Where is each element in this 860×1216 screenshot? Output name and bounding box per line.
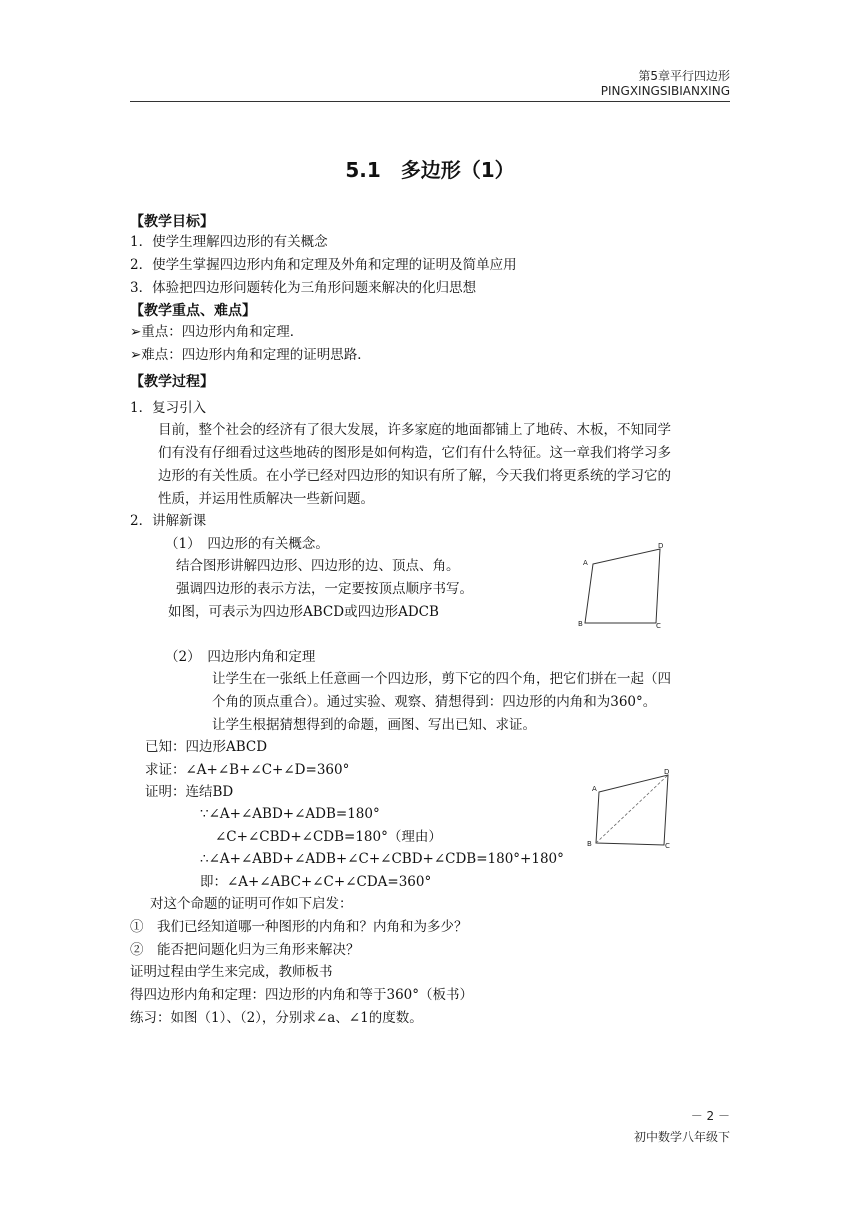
- vertex-label-b: B: [578, 620, 583, 628]
- quadrilateral-abcd: [585, 549, 660, 623]
- vertex-label-c: C: [656, 622, 661, 630]
- key-point-2: ➢难点：四边形内角和定理的证明思路．: [130, 347, 371, 363]
- page-number: － 2 －: [690, 1109, 730, 1123]
- hint-intro: 对这个命题的证明可作如下启发：: [150, 896, 353, 912]
- sub2-line-1: 让学生在一张纸上任意画一个四边形，剪下它的四个角，把它们拼在一起（四: [212, 671, 671, 687]
- header-chapter: 第5章平行四边形: [638, 69, 730, 83]
- hint-1: ① 我们已经知道哪一种图形的内角和？内角和为多少？: [130, 919, 468, 935]
- closing-line-3: 练习：如图（1）、（2），分别求∠a、∠1的度数。: [130, 1010, 423, 1026]
- vertex-label-b-2: B: [587, 840, 592, 848]
- quadrilateral-figure-2: [586, 766, 678, 850]
- vertex-label-d: D: [658, 542, 664, 550]
- sub2-title: （2） 四边形内角和定理: [165, 649, 316, 665]
- closing-line-1: 证明过程由学生来完成，教师板书: [130, 964, 333, 980]
- step1-title: 1．复习引入: [130, 400, 207, 416]
- vertex-label-c-2: C: [665, 842, 670, 850]
- header-pinyin: PINGXINGSIBIANXING: [600, 84, 730, 98]
- prove-line: 求证：∠A+∠B+∠C+∠D=360°: [145, 762, 350, 778]
- quadrilateral-figure-1: [578, 540, 668, 630]
- process-heading: 【教学过程】: [130, 374, 214, 390]
- sub2-line-2: 个角的顶点重合）。通过实验、观察、猜想得到：四边形的内角和为360°。: [212, 694, 657, 710]
- vertex-label-a-2: A: [592, 785, 597, 793]
- step1-line-3: 边形的有关性质。在小学已经对四边形的知识有所了解，今天我们将更系统的学习它的: [158, 468, 671, 484]
- step2-title: 2．讲解新课: [130, 513, 207, 529]
- header-rule: [130, 101, 730, 102]
- step1-line-2: 们有没有仔细看过这些地砖的图形是如何构造，它们有什么特征。这一章我们将学习多: [158, 445, 671, 461]
- goals-heading: 【教学目标】: [130, 214, 214, 230]
- given-line: 已知：四边形ABCD: [145, 739, 268, 755]
- page-title: 5.1 多边形（1）: [345, 158, 515, 182]
- sub1-title: （1） 四边形的有关概念。: [165, 536, 329, 552]
- proof-intro: 证明：连结BD: [145, 784, 234, 800]
- goal-item-2: 2．使学生掌握四边形内角和定理及外角和定理的证明及简单应用: [130, 257, 517, 273]
- proof-line-2: ∠C+∠CBD+∠CDB=180°（理由）: [215, 829, 442, 845]
- step1-line-4: 性质，并运用性质解决一些新问题。: [158, 491, 374, 507]
- key-point-1: ➢重点：四边形内角和定理．: [130, 324, 304, 340]
- proof-line-3: ∴∠A+∠ABD+∠ADB+∠C+∠CBD+∠CDB=180°+180°: [200, 851, 564, 867]
- goal-item-1: 1．使学生理解四边形的有关概念: [130, 234, 328, 250]
- sub1-line-3: 如图，可表示为四边形ABCD或四边形ADCB: [168, 604, 439, 620]
- step1-line-1: 目前，整个社会的经济有了很大发展，许多家庭的地面都铺上了地砖、木板，不知同学: [158, 422, 671, 438]
- quadrilateral-abcd-2: [596, 775, 668, 845]
- book-title: 初中数学八年级下: [633, 1130, 730, 1144]
- vertex-label-a: A: [583, 559, 588, 567]
- diagonal-bd: [596, 775, 668, 843]
- proof-line-1: ∵∠A+∠ABD+∠ADB=180°: [200, 806, 380, 822]
- hint-2: ② 能否把问题化归为三角形来解决？: [130, 942, 360, 958]
- sub2-line-3: 让学生根据猜想得到的命题，画图、写出已知、求证。: [212, 717, 536, 733]
- proof-line-4: 即：∠A+∠ABC+∠C+∠CDA=360°: [200, 874, 432, 890]
- goal-item-3: 3．体验把四边形问题转化为三角形问题来解决的化归思想: [130, 280, 477, 296]
- vertex-label-d-2: D: [664, 768, 670, 776]
- sub1-line-1: 结合图形讲解四边形、四边形的边、顶点、角。: [176, 558, 460, 574]
- sub1-line-2: 强调四边形的表示方法，一定要按顶点顺序书写。: [176, 581, 473, 597]
- closing-line-2: 得四边形内角和定理：四边形的内角和等于360°（板书）: [130, 987, 474, 1003]
- key-points-heading: 【教学重点、难点】: [130, 303, 256, 319]
